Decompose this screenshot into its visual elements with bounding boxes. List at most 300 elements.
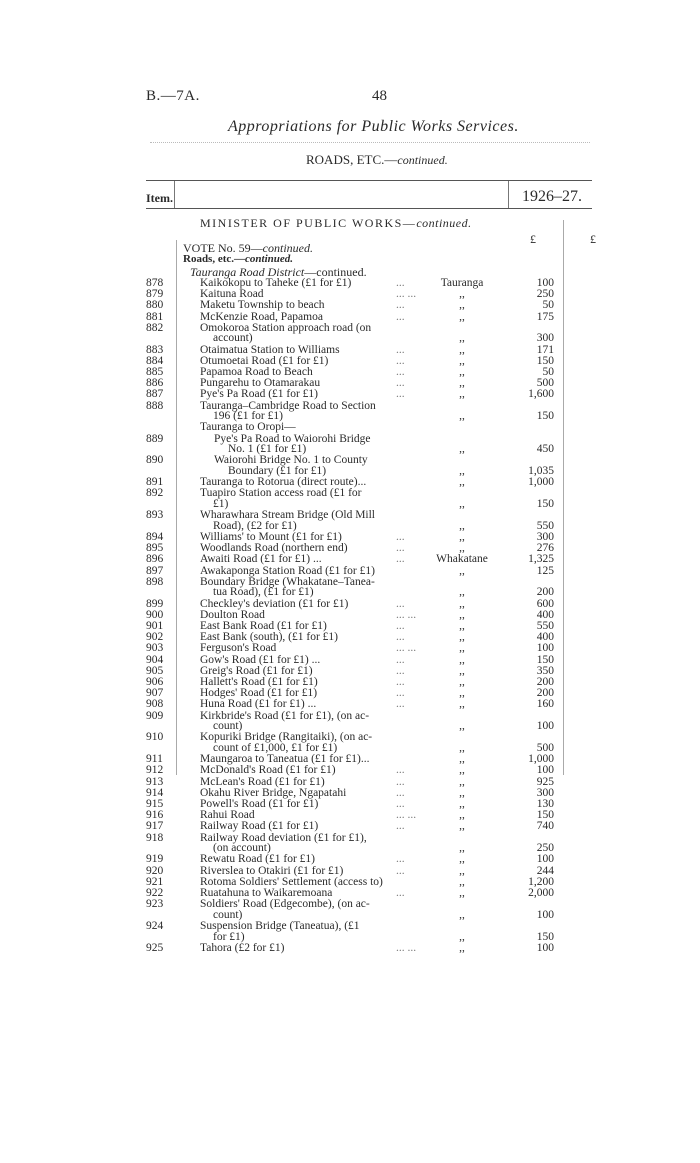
description-line: McDonald's Road (£1 for £1)	[200, 764, 336, 777]
item-number: 883	[146, 343, 164, 356]
description-line: Railway Road (£1 for £1)	[200, 820, 319, 833]
item-number: 918	[146, 831, 164, 844]
description-line: East Bank (south), (£1 for £1)	[200, 631, 338, 644]
item-description	[200, 765, 412, 776]
description-line: Otumoetai Road (£1 for £1)	[200, 354, 329, 367]
description-line: Omokoroa Station approach road (on	[200, 321, 372, 334]
district-cell: ,,	[459, 377, 465, 390]
amount-cell: 100	[536, 853, 554, 866]
item-description	[200, 510, 412, 531]
item-description	[200, 554, 412, 565]
leader-dots: ...	[396, 277, 405, 289]
amount-cell: 100	[536, 941, 554, 954]
description-line: £1)	[213, 497, 229, 510]
description-line: Otaimatua Station to Williams	[200, 343, 340, 356]
amount-cell: 276	[536, 542, 554, 555]
amount-cell: 200	[536, 687, 554, 700]
table-top-rule	[146, 180, 592, 181]
item-number: 888	[146, 399, 164, 412]
item-number: 900	[146, 608, 164, 621]
item-number: 889	[146, 432, 164, 445]
item-description	[200, 677, 412, 688]
item-description	[200, 401, 412, 422]
item-number: 897	[146, 564, 164, 577]
description-line: East Bank Road (£1 for £1)	[200, 620, 327, 632]
description-line: Riverslea to Otakiri (£1 for £1)	[200, 864, 344, 877]
amount-cell: 100	[536, 720, 554, 733]
amount-cell: 175	[536, 310, 554, 323]
amount-cell: 250	[536, 288, 554, 301]
district-cell: ,,	[459, 775, 465, 788]
item-description	[200, 599, 412, 610]
description-line: Awaiti Road (£1 for £1) ...	[200, 553, 322, 566]
leader-dots: ...	[396, 354, 405, 367]
item-description	[200, 732, 412, 753]
description-line: Kirkbride's Road (£1 for £1), (on ac-	[200, 709, 370, 722]
item-number: 879	[146, 288, 164, 301]
description-line: Road), (£2 for £1)	[213, 519, 297, 532]
item-description	[200, 389, 412, 400]
item-description	[200, 345, 412, 356]
district-cell: ,,	[459, 853, 465, 866]
district-cell: ,,	[459, 608, 465, 621]
leader-dots: ...	[396, 366, 405, 378]
description-line: Tauranga to Rotorua (direct route)...	[200, 476, 367, 489]
item-description	[200, 799, 412, 810]
item-number: 924	[146, 920, 164, 932]
item-number: 899	[146, 597, 164, 610]
amount-cell: 450	[536, 443, 554, 456]
item-number: 880	[146, 299, 164, 312]
description-line: Papamoa Road to Beach	[200, 366, 313, 378]
item-description	[200, 711, 412, 732]
item-description	[200, 666, 412, 677]
item-description	[200, 367, 412, 378]
district-cell: ,,	[459, 366, 465, 378]
description-line: Tahora (£2 for £1)	[200, 941, 285, 954]
leader-dots: ...	[396, 620, 405, 632]
description-line: Okahu River Bridge, Ngapatahi	[200, 786, 347, 799]
amount-cell: 160	[536, 698, 554, 711]
description-line: count of £1,000, £1 for £1)	[213, 741, 338, 754]
district-cell: ,,	[459, 310, 465, 323]
district-cell: Tauranga	[440, 277, 484, 289]
leader-dots: ...	[396, 786, 405, 799]
description-line: Checkley's deviation (£1 for £1)	[200, 597, 349, 610]
item-description	[200, 422, 412, 433]
leader-dots: ...	[396, 653, 405, 666]
description-line: Rahui Road	[200, 809, 255, 822]
item-number: 886	[146, 377, 164, 390]
amount-cell: 1,035	[528, 464, 554, 477]
item-number: 901	[146, 620, 164, 632]
amount-cell: 1,200	[528, 875, 554, 888]
district-cell: ,,	[459, 464, 465, 477]
district-cell: ,,	[459, 798, 465, 810]
amount-cell: 100	[536, 642, 554, 655]
leader-dots: ...	[396, 775, 405, 788]
district-cell: ,,	[459, 564, 465, 577]
description-line: McKenzie Road, Papamoa	[200, 310, 323, 323]
district-cell: ,,	[459, 930, 465, 943]
item-description	[200, 566, 412, 577]
leader-dots: ... ...	[396, 941, 417, 954]
district-cell: ,,	[459, 875, 465, 888]
item-description	[200, 899, 412, 920]
leader-dots: ...	[396, 798, 405, 810]
item-number: 893	[146, 509, 164, 522]
district-cell: ,,	[459, 676, 465, 688]
item-number: 912	[146, 764, 164, 777]
description-line: Boundary Bridge (Whakatane–Tanea-	[200, 575, 375, 588]
currency-symbol-2: £	[590, 232, 596, 246]
item-number: 898	[146, 575, 164, 588]
district-cell: ,,	[459, 664, 465, 677]
description-line: Pungarehu to Otamarakau	[200, 377, 321, 390]
item-number: 902	[146, 631, 164, 644]
item-description	[200, 356, 412, 367]
description-line: Tauranga–Cambridge Road to Section	[200, 399, 376, 412]
leader-dots: ...	[396, 864, 405, 877]
district-cell: ,,	[459, 343, 465, 356]
district-cell: ,,	[459, 720, 465, 733]
district-cell: ,,	[459, 410, 465, 423]
item-number: 914	[146, 786, 164, 799]
district-cell: ,,	[459, 908, 465, 921]
district-cell: ,,	[459, 753, 465, 766]
item-number: 884	[146, 354, 164, 367]
item-number: 910	[146, 731, 164, 744]
item-number: 896	[146, 553, 164, 566]
description-line: Gow's Road (£1 for £1) ...	[200, 653, 321, 666]
item-number: 915	[146, 798, 164, 810]
item-description	[200, 866, 412, 877]
item-number: 891	[146, 476, 164, 489]
item-number: 911	[146, 753, 163, 766]
item-description	[200, 854, 412, 865]
amount-cell: 171	[536, 343, 554, 356]
description-line: count)	[213, 720, 243, 733]
amount-cell: 200	[536, 676, 554, 688]
amount-cell: 250	[536, 842, 554, 855]
amount-cell: 1,325	[528, 553, 554, 566]
item-description	[200, 289, 412, 300]
district-cell: Whakatane	[436, 553, 488, 566]
description-line: 196 (£1 for £1)	[213, 410, 283, 423]
description-line: (on account)	[213, 842, 271, 855]
district-cell: ,,	[459, 809, 465, 822]
amount-cell: 550	[536, 620, 554, 632]
year-column-divider	[508, 181, 509, 208]
item-description	[200, 378, 412, 389]
amount-cell: 125	[536, 564, 554, 577]
item-number: 890	[146, 454, 164, 467]
district-cell: ,,	[459, 864, 465, 877]
item-description	[200, 323, 412, 344]
description-line: Suspension Bridge (Taneatua), (£1	[200, 920, 360, 932]
item-description	[200, 632, 412, 643]
item-description	[200, 833, 412, 854]
item-description	[200, 434, 412, 455]
leader-dots: ... ...	[396, 288, 417, 301]
district-cell: ,,	[459, 941, 465, 954]
description-line: Greig's Road (£1 for £1)	[200, 664, 313, 677]
amount-cell: 150	[536, 354, 554, 367]
description-line: Tuapiro Station access road (£1 for	[200, 487, 362, 500]
amount-cell: 400	[536, 608, 554, 621]
description-line: No. 1 (£1 for £1)	[228, 443, 307, 456]
amount-cell: 50	[542, 366, 554, 378]
district-cell: ,,	[459, 820, 465, 833]
district-cell: ,,	[459, 653, 465, 666]
table-header-rule	[146, 208, 592, 209]
description-line: Kopuriki Bridge (Rangitaiki), (on ac-	[200, 731, 373, 744]
item-description	[200, 788, 412, 799]
district-heading: Tauranga Road District—continued.	[190, 265, 367, 279]
district-cell: ,,	[459, 476, 465, 489]
item-description	[200, 699, 412, 710]
page-title: Appropriations for Public Works Services.	[228, 118, 519, 135]
item-number: 885	[146, 366, 164, 378]
item-column-header: Item.	[146, 191, 173, 205]
item-number: 887	[146, 388, 164, 401]
district-cell: ,,	[459, 687, 465, 700]
item-description	[200, 610, 412, 621]
item-number: 922	[146, 887, 164, 899]
amount-cell: 300	[536, 332, 554, 345]
leader-dots: ...	[396, 631, 405, 644]
district-cell: ,,	[459, 842, 465, 855]
description-line: Wharawhara Stream Bridge (Old Mill	[200, 509, 375, 522]
leader-dots: ...	[396, 299, 405, 312]
item-number: 916	[146, 809, 164, 822]
item-description	[200, 655, 412, 666]
item-description	[200, 621, 412, 632]
item-number: 905	[146, 664, 164, 677]
description-line: Maungaroa to Taneatua (£1 for £1)...	[200, 753, 370, 766]
leader-dots: ...	[396, 310, 405, 323]
item-number: 903	[146, 642, 164, 655]
amount-cell: 130	[536, 798, 554, 810]
item-number: 881	[146, 310, 164, 323]
leader-dots: ...	[396, 764, 405, 777]
leader-dots: ... ...	[396, 809, 417, 822]
district-cell: ,,	[459, 586, 465, 599]
item-number: 909	[146, 709, 164, 722]
description-line: Kaikokopu to Taheke (£1 for £1)	[200, 277, 352, 289]
amount-cell: 100	[536, 277, 554, 289]
leader-dots: ... ...	[396, 642, 417, 655]
leader-dots: ...	[396, 853, 405, 866]
item-number: 908	[146, 698, 164, 711]
item-description	[200, 488, 412, 509]
leader-dots: ...	[396, 664, 405, 677]
item-description	[200, 921, 412, 942]
item-description	[200, 754, 412, 765]
amount-cell: 50	[542, 299, 554, 312]
item-description	[200, 810, 412, 821]
item-description	[200, 777, 412, 788]
leader-dots: ...	[396, 553, 405, 566]
amount-cell: 500	[536, 741, 554, 754]
amount-cell: 150	[536, 930, 554, 943]
description-line: count)	[213, 908, 243, 921]
description-line: Doulton Road	[200, 608, 265, 621]
ministry-heading: MINISTER OF PUBLIC WORKS—continued.	[200, 216, 472, 230]
item-description	[200, 877, 412, 888]
description-line: for £1)	[213, 930, 245, 943]
leader-dots: ... ...	[396, 608, 417, 621]
vote-heading: VOTE No. 59—continued.	[183, 241, 313, 255]
amount-cell: 925	[536, 775, 554, 788]
description-line: Rewatu Road (£1 for £1)	[200, 853, 315, 866]
amount-column-rule	[563, 220, 564, 775]
section-subtitle: ROADS, ETC.—continued.	[306, 152, 448, 167]
description-line: Woodlands Road (northern end)	[200, 542, 348, 555]
district-cell: ,,	[459, 542, 465, 555]
district-cell: ,,	[459, 786, 465, 799]
amount-cell: 1,600	[528, 388, 554, 401]
description-line: Tauranga to Oropi—	[200, 421, 296, 434]
item-number: 913	[146, 775, 164, 788]
district-cell: ,,	[459, 741, 465, 754]
leader-dots: ...	[396, 597, 405, 610]
page-number: 48	[372, 88, 387, 104]
amount-cell: 2,000	[528, 887, 554, 899]
amount-cell: 1,000	[528, 476, 554, 489]
item-description	[200, 688, 412, 699]
description-line: Hodges' Road (£1 for £1)	[200, 687, 318, 700]
district-cell: ,,	[459, 354, 465, 367]
district-cell: ,,	[459, 299, 465, 312]
district-cell: ,,	[459, 642, 465, 655]
item-description	[200, 643, 412, 654]
district-cell: ,,	[459, 620, 465, 632]
item-description	[200, 821, 412, 832]
description-line: Maketu Township to beach	[200, 299, 325, 312]
leader-dots: ...	[396, 542, 405, 555]
amount-cell: 400	[536, 631, 554, 644]
item-number: 878	[146, 277, 164, 289]
description-line: McLean's Road (£1 for £1)	[200, 775, 325, 788]
description-line: Waiorohi Bridge No. 1 to County	[214, 454, 368, 467]
amount-cell: 150	[536, 497, 554, 510]
item-number: 917	[146, 820, 164, 833]
leader-dots: ...	[396, 531, 405, 543]
amount-cell: 150	[536, 809, 554, 822]
description-line: Williams' to Mount (£1 for £1)	[200, 531, 342, 543]
district-cell: ,,	[459, 288, 465, 301]
description-line: Pye's Pa Road (£1 for £1)	[200, 388, 319, 401]
description-line: Pye's Pa Road to Waiorohi Bridge	[214, 432, 371, 445]
amount-cell: 300	[536, 531, 554, 543]
item-description	[200, 312, 412, 323]
item-description	[200, 455, 412, 476]
amount-cell: 600	[536, 597, 554, 610]
amount-cell: 244	[536, 864, 554, 877]
amount-cell: 200	[536, 586, 554, 599]
description-line: Ferguson's Road	[200, 642, 277, 655]
item-number: 892	[146, 487, 164, 500]
leader-dots: ...	[396, 388, 405, 401]
item-number: 904	[146, 653, 164, 666]
description-line: Railway Road deviation (£1 for £1),	[200, 831, 367, 844]
description-line: Awakaponga Station Road (£1 for £1)	[200, 564, 375, 577]
description-line: Powell's Road (£1 for £1)	[200, 798, 319, 810]
paper-id: B.—7A.	[146, 88, 200, 104]
title-dotted-divider	[150, 142, 590, 143]
item-description	[200, 577, 412, 598]
item-number: 919	[146, 853, 164, 866]
item-number: 907	[146, 687, 164, 700]
item-number: 894	[146, 531, 164, 543]
currency-symbol-1: £	[530, 232, 536, 246]
amount-cell: 550	[536, 519, 554, 532]
item-description	[200, 888, 412, 899]
description-line: Soldiers' Road (Edgecombe), (on ac-	[200, 898, 370, 911]
leader-dots: ...	[396, 687, 405, 700]
item-description	[200, 300, 412, 311]
description-line: Huna Road (£1 for £1) ...	[200, 698, 317, 711]
district-cell: ,,	[459, 531, 465, 543]
district-cell: ,,	[459, 764, 465, 777]
description-line: Ruatahuna to Waikaremoana	[200, 887, 333, 899]
item-number: 925	[146, 941, 164, 954]
amount-cell: 100	[536, 908, 554, 921]
leader-dots: ...	[396, 676, 405, 688]
leader-dots: ...	[396, 887, 405, 899]
item-number: 923	[146, 898, 164, 911]
item-number: 906	[146, 676, 164, 688]
roads-heading: Roads, etc.—continued.	[183, 253, 294, 265]
description-line: Boundary (£1 for £1)	[228, 464, 327, 477]
district-cell: ,,	[459, 519, 465, 532]
item-number: 920	[146, 864, 164, 877]
amount-cell: 740	[536, 820, 554, 833]
district-cell: ,,	[459, 887, 465, 899]
item-description	[200, 532, 412, 543]
item-description	[200, 477, 412, 488]
description-line: tua Road), (£1 for £1)	[213, 586, 314, 599]
item-number: 882	[146, 321, 164, 334]
item-number: 895	[146, 542, 164, 555]
description-line: account)	[213, 332, 253, 345]
district-cell: ,,	[459, 443, 465, 456]
district-cell: ,,	[459, 698, 465, 711]
amount-cell: 1,000	[528, 753, 554, 766]
leader-dots: ...	[396, 343, 405, 356]
description-line: Kaituna Road	[200, 288, 264, 301]
district-cell: ,,	[459, 597, 465, 610]
amount-cell: 350	[536, 664, 554, 677]
description-line: Hallett's Road (£1 for £1)	[200, 676, 318, 688]
amount-cell: 300	[536, 786, 554, 799]
item-description	[200, 543, 412, 554]
leader-dots: ...	[396, 820, 405, 833]
district-cell: ,,	[459, 497, 465, 510]
district-cell: ,,	[459, 631, 465, 644]
district-cell: ,,	[459, 332, 465, 345]
amount-cell: 500	[536, 377, 554, 390]
amount-cell: 100	[536, 764, 554, 777]
leader-dots: ...	[396, 698, 405, 711]
district-cell: ,,	[459, 388, 465, 401]
item-description	[200, 943, 412, 954]
leader-dots: ...	[396, 377, 405, 390]
description-line: Rotoma Soldiers' Settlement (access to)	[200, 875, 383, 888]
amount-cell: 150	[536, 410, 554, 423]
year-column-header: 1926–27.	[522, 188, 582, 205]
